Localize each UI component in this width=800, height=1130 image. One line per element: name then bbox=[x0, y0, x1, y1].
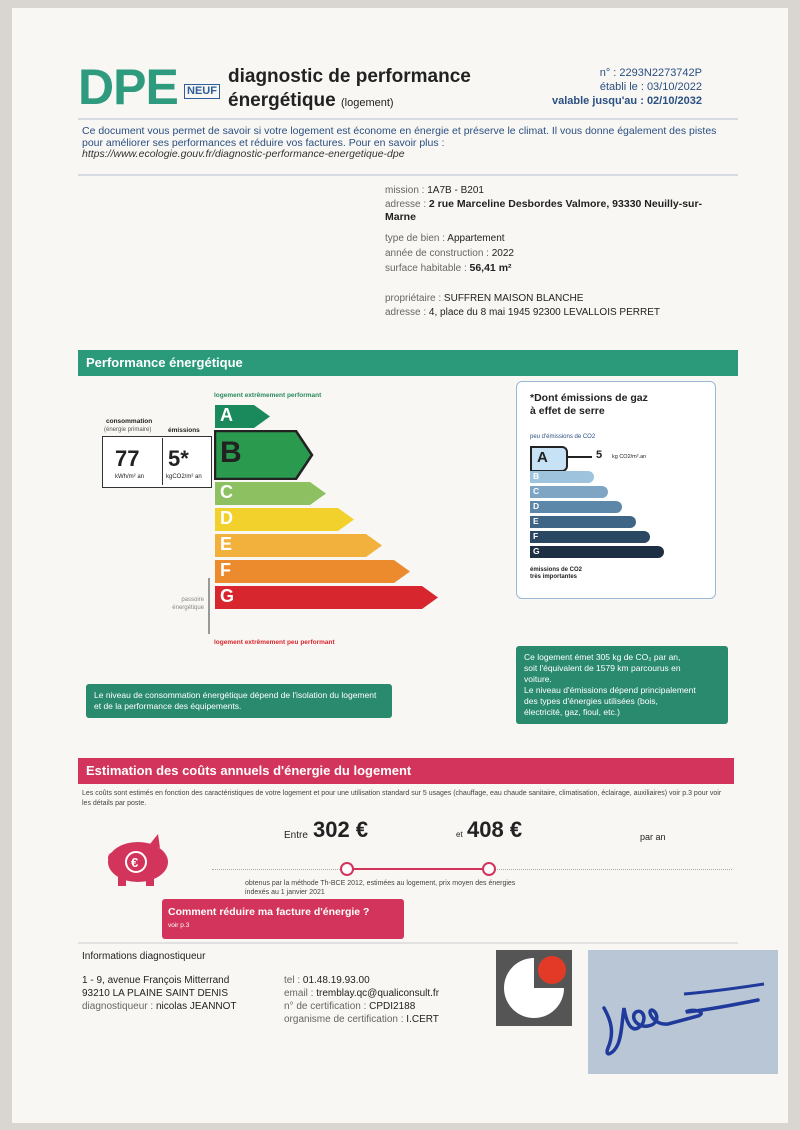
cost-max: 408 € bbox=[467, 817, 523, 842]
doc-established-value: 03/10/2022 bbox=[646, 81, 702, 93]
diag-email: tremblay.qc@qualiconsult.fr bbox=[316, 988, 440, 999]
year-value: 2022 bbox=[491, 248, 514, 259]
emissions-unit: kgCO2/m² an bbox=[166, 474, 202, 480]
diag-email-row bbox=[284, 987, 439, 1000]
doc-number bbox=[600, 66, 702, 80]
performance-heading: Performance énergétique bbox=[78, 350, 738, 376]
diag-cert-label: n° de certification : bbox=[284, 1001, 367, 1012]
type-value: Appartement bbox=[447, 233, 505, 244]
ghg-tip-line2: soit l'équivalent de 1579 km parcourus en bbox=[524, 663, 681, 673]
ghg-title-line1: *Dont émissions de gaz bbox=[530, 392, 648, 404]
ghg-tip-line5: des types d'énergies utilisées (bois, bbox=[524, 696, 658, 706]
surface-value: 56,41 m² bbox=[469, 262, 512, 274]
ghg-class-label: C bbox=[533, 486, 540, 496]
divider bbox=[78, 118, 738, 120]
energy-class-e bbox=[214, 533, 382, 556]
intro-body: Ce document vous permet de savoir si votre logement est économe en énergie et préserve le climat. Il vous donne également des pistes pour améliorer ses performances et réduire vos factures. Pour en savoir plus : bbox=[82, 125, 717, 149]
svg-text:€: € bbox=[131, 855, 139, 870]
ghg-class-a bbox=[530, 446, 568, 472]
doc-title-main: énergétique bbox=[228, 90, 336, 111]
diag-org-row bbox=[284, 1013, 439, 1026]
ghg-tip-line4: Le niveau d'émissions dépend principalement bbox=[524, 685, 696, 695]
reduce-bill-label: Comment réduire ma facture d'énergie ? bbox=[168, 906, 370, 918]
energy-class-d bbox=[214, 507, 354, 530]
mission-value: 1A7B - B201 bbox=[427, 185, 484, 196]
year-row bbox=[385, 247, 514, 260]
emissions-label: émissions bbox=[168, 427, 200, 434]
ghg-class-d bbox=[530, 501, 622, 513]
intro-text bbox=[82, 126, 732, 161]
costs-desc: Les coûts sont estimés en fonction des caractéristiques de votre logement et pour une utilisation standard sur 5 usages (chauffage, eau chaude sanitaire, climatisation, éclairage, auxiliaires) voir p.3 pour voir les détails par poste. bbox=[82, 790, 722, 807]
ghg-tip-line6: électricité, gaz, fioul, etc.) bbox=[524, 707, 620, 717]
diag-cert-row bbox=[284, 1000, 439, 1013]
energy-class-label: D bbox=[220, 508, 233, 528]
ghg-class-label: G bbox=[533, 546, 540, 556]
energy-class-a bbox=[214, 404, 270, 427]
ghg-class-label: D bbox=[533, 501, 540, 511]
costs-heading: Estimation des coûts annuels d'énergie du logement bbox=[78, 758, 734, 784]
owner-address-row bbox=[385, 306, 660, 319]
diag-org: I.CERT bbox=[406, 1014, 439, 1025]
doc-title-line2 bbox=[228, 90, 394, 112]
diag-tel: 01.48.19.93.00 bbox=[302, 975, 370, 986]
diag-name-label: diagnostiqueur : bbox=[82, 1001, 154, 1012]
ghg-unit: kg CO2/m².an bbox=[612, 454, 647, 460]
energy-class-b bbox=[214, 430, 312, 478]
type-label: type de bien : bbox=[385, 233, 446, 244]
diag-cert: CPDI2188 bbox=[369, 1001, 416, 1012]
intro-url: https://www.ecologie.gouv.fr/diagnostic-performance-energetique-dpe bbox=[82, 148, 405, 160]
doc-valid bbox=[552, 94, 702, 108]
diag-address bbox=[82, 974, 237, 1013]
ghg-tip bbox=[516, 646, 728, 724]
energy-class-label: E bbox=[220, 534, 233, 554]
energy-class-label: C bbox=[220, 482, 233, 502]
diag-heading: Informations diagnostiqueur bbox=[82, 951, 206, 962]
box-divider bbox=[162, 438, 163, 485]
divider bbox=[78, 942, 738, 944]
ghg-class-b bbox=[530, 471, 594, 483]
ghg-class-e bbox=[530, 516, 636, 528]
divider bbox=[78, 174, 738, 176]
diag-address-line1: 1 - 9, avenue François Mitterrand bbox=[82, 975, 230, 986]
ghg-class-label: B bbox=[533, 471, 540, 481]
and-label: et bbox=[456, 830, 463, 839]
year-label: année de construction : bbox=[385, 248, 489, 259]
ghg-class-c bbox=[530, 486, 608, 498]
diag-name-row bbox=[82, 1000, 237, 1013]
ghg-value: 5 bbox=[596, 449, 603, 461]
diag-email-label: email : bbox=[284, 988, 314, 999]
surface-row bbox=[385, 262, 512, 275]
ghg-title-line2: à effet de serre bbox=[530, 405, 605, 417]
doc-number-label: n° : bbox=[599, 67, 617, 79]
between-label: Entre bbox=[284, 830, 308, 841]
top-label: logement extrêmement performant bbox=[214, 392, 322, 399]
doc-title-line1: diagnostic de performance bbox=[228, 66, 471, 87]
cost-max-marker bbox=[482, 862, 496, 876]
signature bbox=[588, 950, 778, 1074]
reduce-bill-link[interactable] bbox=[162, 899, 404, 939]
piggy-bank-icon bbox=[100, 830, 170, 888]
doc-valid-label: valable jusqu'au : bbox=[552, 95, 644, 107]
performance-tip: Le niveau de consommation énergétique dépend de l'isolation du logement et de la performance des équipements. bbox=[86, 684, 392, 718]
energy-class-label: G bbox=[220, 586, 235, 606]
cost-min: 302 € bbox=[313, 817, 369, 842]
diag-name: nicolas JEANNOT bbox=[155, 1001, 237, 1012]
mission-row bbox=[385, 184, 484, 197]
address-label: adresse : bbox=[385, 199, 427, 210]
bottom-label: logement extrêmement peu performant bbox=[214, 639, 335, 646]
surface-label: surface habitable : bbox=[385, 263, 467, 274]
mission-label: mission : bbox=[385, 185, 425, 196]
cost-range-bar bbox=[346, 868, 490, 870]
cost-min-marker bbox=[340, 862, 354, 876]
ghg-class-label: E bbox=[533, 516, 539, 526]
doc-number-value: 2293N2273742P bbox=[619, 67, 702, 79]
energy-class-label: A bbox=[220, 405, 233, 425]
ghg-tip-line1: Ce logement émet 305 kg de CO₂ par an, bbox=[524, 652, 681, 662]
diag-tel-label: tel : bbox=[284, 975, 301, 986]
dpe-logo: DPE bbox=[78, 59, 178, 115]
ghg-class-g bbox=[530, 546, 664, 558]
energy-class-label: B bbox=[220, 436, 242, 469]
owner-row bbox=[385, 292, 583, 305]
consumption-sub: (énergie primaire) bbox=[104, 427, 152, 433]
cost-method-line1: obtenus par la méthode Th-BCE 2012, estimées au logement, prix moyen des énergies bbox=[245, 880, 516, 887]
energy-class-g bbox=[214, 585, 438, 608]
ghg-tip-line3: voiture. bbox=[524, 674, 552, 684]
emissions-value: 5* bbox=[168, 446, 189, 471]
address-value: 2 rue Marceline Desbordes Valmore, 93330 Neuilly-sur-Marne bbox=[385, 198, 703, 223]
reduce-bill-sub: voir p.3 bbox=[168, 922, 190, 929]
ghg-class-label: F bbox=[533, 531, 539, 541]
neuf-badge: NEUF bbox=[184, 84, 220, 99]
owner-address-label: adresse : bbox=[385, 307, 427, 318]
passoire-bracket bbox=[208, 578, 210, 634]
per-year-label: par an bbox=[640, 832, 666, 842]
doc-title-suffix: (logement) bbox=[340, 97, 394, 109]
certifier-logo bbox=[496, 950, 572, 1026]
diag-address-line2: 93210 LA PLAINE SAINT DENIS bbox=[82, 988, 229, 999]
consumption-value: 77 bbox=[115, 446, 140, 471]
consumption-label: consommation bbox=[106, 418, 153, 425]
diag-org-label: organisme de certification : bbox=[284, 1014, 404, 1025]
ghg-high-label-line2: très importantes bbox=[530, 574, 578, 580]
owner-value: SUFFREN MAISON BLANCHE bbox=[443, 293, 584, 304]
energy-class-label: F bbox=[220, 560, 231, 580]
ghg-low-label: peu d'émissions de CO2 bbox=[530, 434, 596, 440]
cost-method-line2: indexés au 1 janvier 2021 bbox=[245, 889, 325, 896]
consumption-unit: kWh/m² an bbox=[115, 474, 145, 480]
passoire-label: passoire énergétique bbox=[172, 597, 204, 611]
ghg-high-label-line1: émissions de CO2 bbox=[530, 567, 583, 573]
address-row bbox=[385, 198, 725, 224]
ghg-high-label bbox=[530, 567, 582, 581]
diag-contact bbox=[284, 974, 439, 1026]
owner-address-value: 4, place du 8 mai 1945 92300 LEVALLOIS PERRET bbox=[428, 307, 660, 318]
ghg-pointer bbox=[566, 456, 592, 458]
ghg-class-f bbox=[530, 531, 650, 543]
ghg-title bbox=[530, 392, 648, 418]
doc-valid-value: 02/10/2032 bbox=[646, 95, 702, 107]
owner-label: propriétaire : bbox=[385, 293, 442, 304]
type-row bbox=[385, 232, 505, 245]
diag-tel-row bbox=[284, 974, 439, 987]
doc-established bbox=[600, 80, 702, 94]
energy-class-c bbox=[214, 481, 326, 504]
energy-class-f bbox=[214, 559, 410, 582]
doc-established-label: établi le : bbox=[599, 81, 644, 93]
cost-method bbox=[245, 879, 515, 897]
ghg-class-label: A bbox=[537, 449, 548, 466]
